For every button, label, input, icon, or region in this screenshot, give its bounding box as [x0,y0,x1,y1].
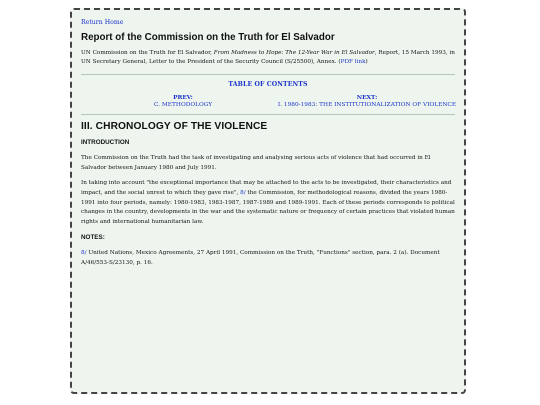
citation-post: , Report, 15 March 1993, in UN Secretary General, Letter to the President of the Security Council (S/25500), Annex. ( [81,50,455,65]
citation-book-title: From Madness to Hope: The 12-Year War in El Salvador [213,50,375,56]
footnote-ref-8[interactable]: 8/ [240,189,246,196]
pdf-link[interactable]: PDF link [340,58,366,65]
next-link[interactable] [267,95,466,109]
paragraph-2 [81,179,455,227]
table-of-contents-link[interactable]: TABLE OF CONTENTS [228,81,308,89]
citation-end: ) [365,58,368,65]
divider-2 [81,114,455,115]
notes-heading: NOTES: [81,234,105,242]
note-8 [81,249,455,268]
note-8-ref[interactable]: 8/ [81,250,87,257]
citation-pre: UN Commission on the Truth for El Salvador, [81,50,214,56]
introduction-heading: INTRODUCTION [81,139,130,147]
prev-next-nav [81,95,455,111]
next-target: I. 1980-1983: THE INSTITUTIONALIZATION OF VIOLENCE [277,102,457,109]
divider [81,74,455,75]
paragraph-1: The Commission on the Truth had the task of investigating and analysing serious acts of violence that had occurred in El Salvador between January 1980 and July 1991. [81,155,431,171]
prev-link[interactable] [143,95,223,109]
note-8-text: United Nations, Mexico Agreements, 27 April 1991, Commission on the Truth, "Functions" section, para. 2 (a). Document A/46/553-S/23130, p. 16. [81,250,440,266]
report-title: Report of the Commission on the Truth for El Salvador [81,32,335,43]
next-label: NEXT: [356,95,378,102]
paragraph-2-pre: In taking into account "the exceptional importance that may be attached to the acts to be investigated, their characteristics and impact, and the social unrest to which they gave rise", [81,180,452,196]
document-frame [70,8,466,394]
return-home-link[interactable]: Return Home [81,19,124,26]
section-heading: III. CHRONOLOGY OF THE VIOLENCE [81,121,268,133]
citation [81,49,455,66]
prev-target: C. METHODOLOGY [153,102,213,109]
prev-label: PREV: [173,95,193,102]
paragraph-2-post: the Commission, for methodological reasons, divided the years 1980-1991 into four periods, namely: 1980-1983, 1983-1987, 1987-1989 and 1989-1991. Each of these periods corresponds to political changes in the country, developments in the war and the systematic nature or frequency of certain practices that violated human rights and international humanitarian law. [81,189,455,225]
